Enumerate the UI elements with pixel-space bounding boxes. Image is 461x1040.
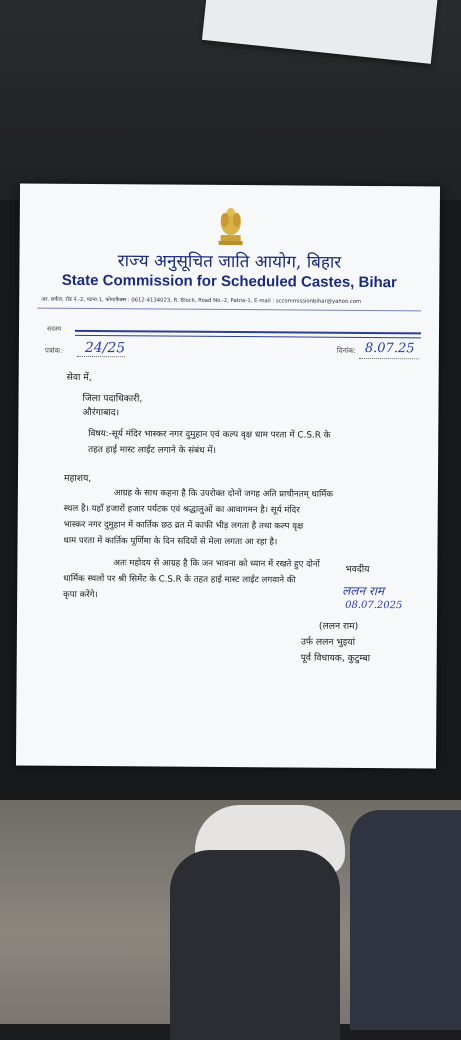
patrank-value: 24/25 [84,339,126,357]
paragraph-line: भास्कर नगर दुमुहान में कार्तिक छठ व्रत में काफी भीड़ लगता है तथा कल्प वृक्ष [63,519,304,532]
salutation: महाशय, [63,472,92,485]
paragraph-line: कृपा करेंगे। [63,589,98,601]
dotted-line [77,355,125,357]
signatory-name: (ललन राम) [318,620,359,632]
dotted-line [359,357,419,359]
to-line: सेवा में, [66,371,92,384]
signatory-alias: उर्फ ललन भुइयां [300,636,356,648]
letterhead-title-english: State Commission for Scheduled Castes, Bihar [61,271,397,292]
date-label: दिनांक: [336,346,356,355]
letterhead-address: अर. सर्कल, रोड नं.-2, पटना-1, फोन/फैक्स : 0612-4134023, R. Block, Road No.-2, Patna-1, E-mail : sccommissionbihar@yahoo.com [41,296,362,305]
letter-document [16,184,440,769]
signatory-designation: पूर्व विधायक, कुटुम्बा [300,652,371,664]
trouser-leg-left [170,850,340,1040]
paragraph-line: स्थल है। यहाँ हजारों हजार पर्यटक एवं श्रद्धालुओं का आवागमन है। सूर्य मंदिर [63,503,300,516]
paragraph-line: धार्मिक स्थलों पर श्री सिमेंट के C.S.R के तहत हाई मास्ट लाईट लगवाने की [63,573,296,586]
subject-line: विषय:-सूर्य मंदिर भास्कर नगर दुमुहान एवं कल्प वृक्ष धाम परता में C.S.R के [88,429,331,441]
national-emblem-icon [216,203,246,247]
handwritten-signature: ललन राम [342,583,385,599]
double-divider [75,330,421,338]
to-line: औरंगाबाद। [82,406,120,419]
paragraph-line: अतः महोदय से आग्रह है कि जन भावना को ध्यान में रखते हुए दोनों [113,558,320,570]
trouser-leg-right [350,810,461,1030]
to-line: जिला पदाधिकारी, [82,392,143,405]
letterhead-title-hindi: राज्य अनुसूचित जाति आयोग, बिहार [117,251,342,273]
member-label: सदस्य [46,324,62,333]
closing-yours: भवदीय [345,563,370,575]
paragraph-line: आग्रह के साथ कहना है कि उपरोक्त दोनों जगह अति प्राचीनतम् धार्मिक [113,488,334,500]
paragraph-line: धाम परता में कार्तिक पूर्णिमा के दिन सदियों से मेला लगता आ रहा है। [63,535,278,548]
subject-line: तहत हाई मास्ट लाईट लगाने के संबंध में। [88,445,216,456]
patrank-label: पत्रांक: [44,346,63,355]
date-value: 8.07.25 [364,340,415,357]
signature-date: 08.07.2025 [345,599,403,612]
divider [37,308,421,312]
